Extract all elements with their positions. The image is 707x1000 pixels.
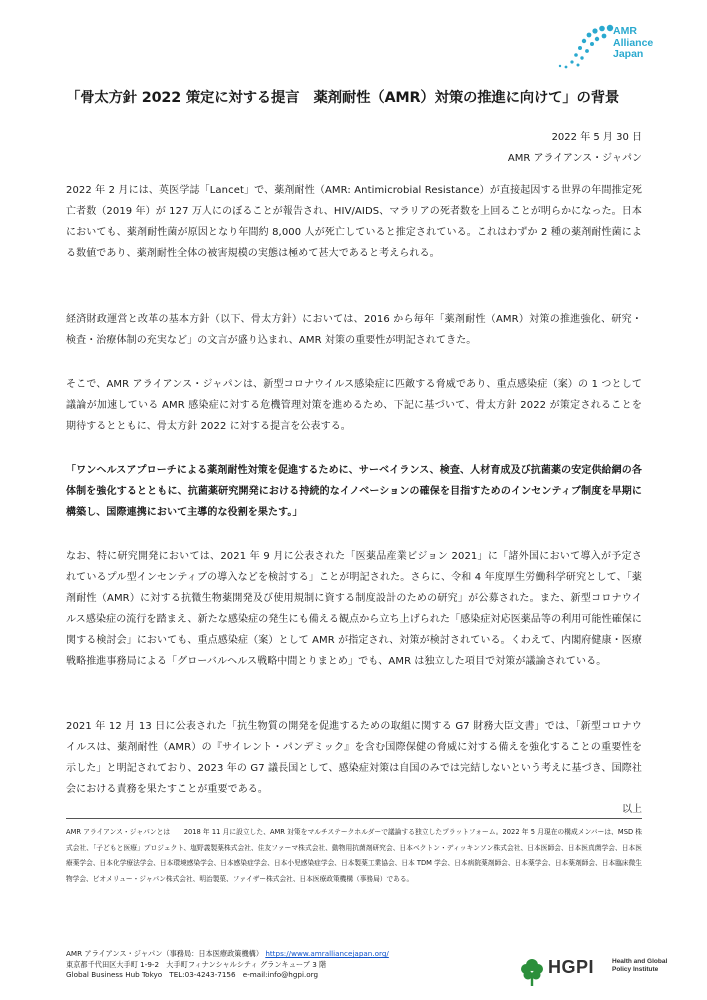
paragraph-1: 2022 年 2 月には、英医学誌「Lancet」で、薬剤耐性（AMR: Antimicrobial Resistance）が直接起因する世界の年間推定死亡者数（2019 年）が 127 万人にのぼることが報告され、HIV/AIDS、マラリアの死者数を上回ることが明らかになった。日本においても、薬剤耐性菌が原因となり年間約 8,000 人が死亡していると推定されている。これはわずか 2 種の薬剤耐性菌による数値であり、薬剤耐性全体の被害規模の実態は極めて甚大であると考えられる。 [66, 185, 642, 259]
footer-url-link[interactable]: https://www.amralliancejapan.org/ [265, 949, 389, 958]
document-date: 2022 年 5 月 30 日 [551, 132, 642, 143]
hgpi-logo-text: HGPI [548, 957, 595, 977]
about-alliance: AMR アライアンス・ジャパンとは 2018 年 11 月に設立した、AMR 対策をマルチステークホルダーで議論する独立したプラットフォーム。2022 年 5 月現在の構成メンバーは、MSD 株式会社、「子どもと医療」プロジェクト、塩野義製薬株式会社、住友ファーマ株式会社、動物用抗菌剤研究会、日本ベクトン・ディッキンソン株式会社、日本医師会、日本医真菌学会、日本医療薬学会、日本化学療法学会、日本環境感染学会、日本感染症学会、日本小児感染症学会、日本製薬工業協会、日本 TDM 学会、日本病院薬剤師会、日本薬学会、日本薬剤師会、日本臨床微生物学会、ビオメリュー・ジャパン株式会社、明治製菓、ファイザー株式会社、日本医療政策機構（事務局）である。 [66, 828, 642, 883]
document-author: AMR アライアンス・ジャパン [507, 153, 642, 164]
paragraph-3: そこで、AMR アライアンス・ジャパンは、新型コロナウイルス感染症に匹敵する脅威であり、重点感染症（案）の 1 つとして議論が加速している AMR 感染症に対する危機管理対策を進めるため、下記に基づいて、骨太方針 2022 が策定されることを期待するとともに、骨太方針 2022 に対する提言を公表する。 [66, 379, 642, 432]
footer-contact [66, 949, 389, 981]
footer-phone-email: Global Business Hub Tokyo TEL:03-4243-7156 e-mail:info@hgpi.org [66, 970, 319, 979]
logo-wordmark: AMR Alliance Japan [613, 25, 654, 60]
paragraph-5: 2021 年 12 月 13 日に公表された「抗生物質の開発を促進するための取組に関する G7 財務大臣文書」では、「新型コロナウイルスは、薬剤耐性（AMR）の『サイレント・パンデミック』を含む国際保健の脅威に対する備えを強化することの重要性を示した」と明記されており、2023 年の G7 議長国として、感染症対策は自国のみでは完結しないという考えに基づき、国際社会における責務を果たすことが重要である。 [66, 721, 642, 795]
section-divider [66, 818, 642, 819]
hgpi-full-name: Health and Global Policy Institute [612, 958, 668, 973]
footer-address: 東京都千代田区大手町 1-9-2 大手町フィナンシャルシティ グランキューブ 3 階 [66, 959, 327, 969]
closing-mark: 以上 [622, 804, 642, 815]
proposal-statement: 「ワンヘルスアプローチによる薬剤耐性対策を促進するために、サーベイランス、検査、人材育成及び抗菌薬の安定供給網の各体制を強化するとともに、抗菌薬研究開発における持続的なイノベーションの確保を目指すためのインセンティブ制度を早期に構築し、国際連携において主導的な役割を果たす。」 [66, 465, 642, 518]
footer-org: AMR アライアンス・ジャパン（事務局：日本医療政策機構） [66, 949, 264, 958]
document-title: 「骨太方針 2022 策定に対する提言 薬剤耐性（AMR）対策の推進に向けて」の背景 [66, 90, 620, 106]
paragraph-2: 経済財政運営と改革の基本方針（以下、骨太方針）においては、2016 から毎年「薬剤耐性（AMR）対策の推進強化、研究・検査・治療体制の充実など」の文言が盛り込まれ、AMR 対策の重要性が明記されてきた。 [66, 314, 642, 346]
paragraph-4: なお、特に研究開発においては、2021 年 9 月に公表された「医薬品産業ビジョン 2021」に「諸外国において導入が予定されているプル型インセンティブの導入などを検討する」ことが明記された。さらに、令和 4 年度厚生労働科学研究として、「薬剤耐性（AMR）に対する抗微生物薬開発及び使用規制に資する制度設計のための研究」が公募された。また、新型コロナウイルス感染症の流行を踏まえ、新たな感染症の発生にも備える観点から立ち上げられた「感染症対応医薬品等の利用可能性確保に関する検討会」においても、重点感染症（案）として AMR が指定され、対策が検討されている。くわえて、内閣府健康・医療戦略推進事務局による「グローバルヘルス戦略中間とりまとめ」でも、AMR は独立した項目で対策が議論されている。 [66, 551, 642, 667]
